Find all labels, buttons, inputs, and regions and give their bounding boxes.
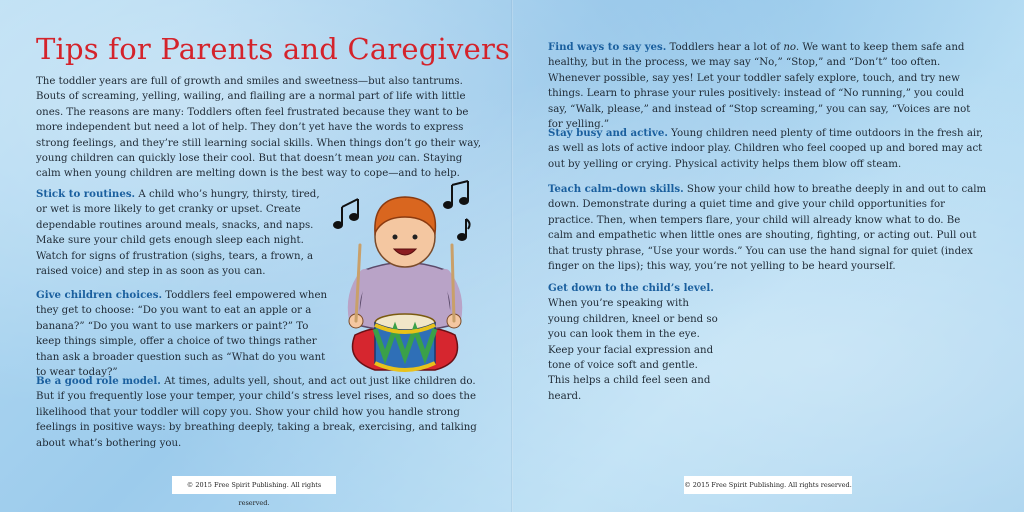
music-note-icon-right bbox=[444, 181, 470, 240]
tip-calm-down-body: Show your child how to breathe deeply in and out to calm down. Demonstrate during a quiet time and give your child opportunities for practice. Then, when tempers flare, your child will already know what to do. Be calm and empathetic when little ones are shouting, fighting, or acting out. Pull out that trusty phrase, “Use your words.” You can use the hand signal for quiet (index finger on the lips); this way, you’re not yelling to be heard yourself. bbox=[548, 184, 987, 273]
tip-choices-heading: Give children choices. bbox=[36, 289, 163, 301]
tip-calm-down-heading: Teach calm-down skills. bbox=[548, 183, 684, 195]
tip-say-yes-emphasis: no. bbox=[783, 42, 800, 53]
tip-busy bbox=[548, 126, 988, 172]
tip-routines-heading: Stick to routines. bbox=[36, 188, 136, 200]
copyright-notice-right: © 2015 Free Spirit Publishing. All rights reserved. bbox=[684, 476, 852, 494]
tip-routines bbox=[36, 187, 326, 279]
tip-calm-down bbox=[548, 182, 988, 274]
tip-choices bbox=[36, 288, 331, 380]
tip-say-yes-body-start: Toddlers hear a lot of bbox=[669, 42, 781, 53]
page-gutter bbox=[511, 0, 513, 512]
tip-routines-body: A child who’s hungry, thirsty, tired, or wet is more likely to get cranky or upset. Create dependable routines around meals, snacks, and naps. Make sure your child gets enough sleep each night. Watch for signs of frustration (sighs, tears, a frown, a raised voice) and step in as soon as you can. bbox=[36, 189, 320, 278]
tip-level-heading: Get down to the child’s level. bbox=[548, 282, 714, 294]
child-drumming-illustration bbox=[330, 175, 480, 385]
tip-role-model-heading: Be a good role model. bbox=[36, 375, 161, 387]
tip-say-yes-body-end: We want to keep them safe and healthy, but in the process, we may say “No,” “Stop,” and “Don’t” too often. Whenever possible, say yes! Let your toddler safely explore, touch, and try new things. Learn to phrase your rules positively: instead of “No running,” you could say, “Walk, please,” and instead of “Stop screaming,” you can say, “Voices are not for yelling.” bbox=[548, 42, 971, 131]
tip-say-yes-heading: Find ways to say yes. bbox=[548, 41, 667, 53]
tip-say-yes bbox=[548, 40, 986, 132]
tip-choices-body: Toddlers feel empowered when they get to choose: “Do you want to eat an apple or a banana?” “Do you want to use markers or paint?” To keep things simple, offer a choice of two things rather than ask a broader question such as “What do you want to wear today?” bbox=[36, 290, 328, 379]
intro-paragraph bbox=[36, 74, 490, 182]
intro-emphasis: you bbox=[376, 153, 395, 165]
intro-text: The toddler years are full of growth and smiles and sweetness—but also tantrums. Bouts of screaming, yelling, wailing, and flailing are a normal part of life with little ones. The reasons are many: Toddlers often feel frustrated because they want to be more independent but need a lot of help. They don’t yet have the words to express strong feelings, and they’re still learning social skills. When things don’t go their way, young children can quickly lose their cool. But that doesn’t mean bbox=[36, 76, 481, 165]
copyright-notice-left: © 2015 Free Spirit Publishing. All rights reserved. bbox=[172, 476, 336, 494]
tip-level-body: When you’re speaking with young children, kneel or bend so you can look them in the eye. Keep your facial expression and tone of voice soft and gentle. This helps a child feel seen and heard. bbox=[548, 298, 718, 402]
tip-role-model bbox=[36, 374, 490, 451]
tip-busy-body: Young children need plenty of time outdoors in the fresh air, as well as lots of active indoor play. Children who feel cooped up and bored may act out by yelling or crying. Physical activity helps them blow off steam. bbox=[548, 128, 984, 170]
tip-level bbox=[548, 281, 718, 404]
page-title: Tips for Parents and Caregivers bbox=[36, 32, 511, 66]
tip-role-model-body: At times, adults yell, shout, and act out just like children do. But if you frequently lose your temper, your child’s stress level rises, and so does the likelihood that your toddler will copy you. Show your child how you handle strong feelings in positive ways: by breathing deeply, taking a break, exercising, and talking about what’s bothering you. bbox=[36, 376, 477, 449]
tip-busy-heading: Stay busy and active. bbox=[548, 127, 668, 139]
intro-text-end: can. Staying calm when young children are melting down is the best way to cope—and to help. bbox=[36, 153, 463, 180]
music-note-icon bbox=[334, 199, 358, 228]
